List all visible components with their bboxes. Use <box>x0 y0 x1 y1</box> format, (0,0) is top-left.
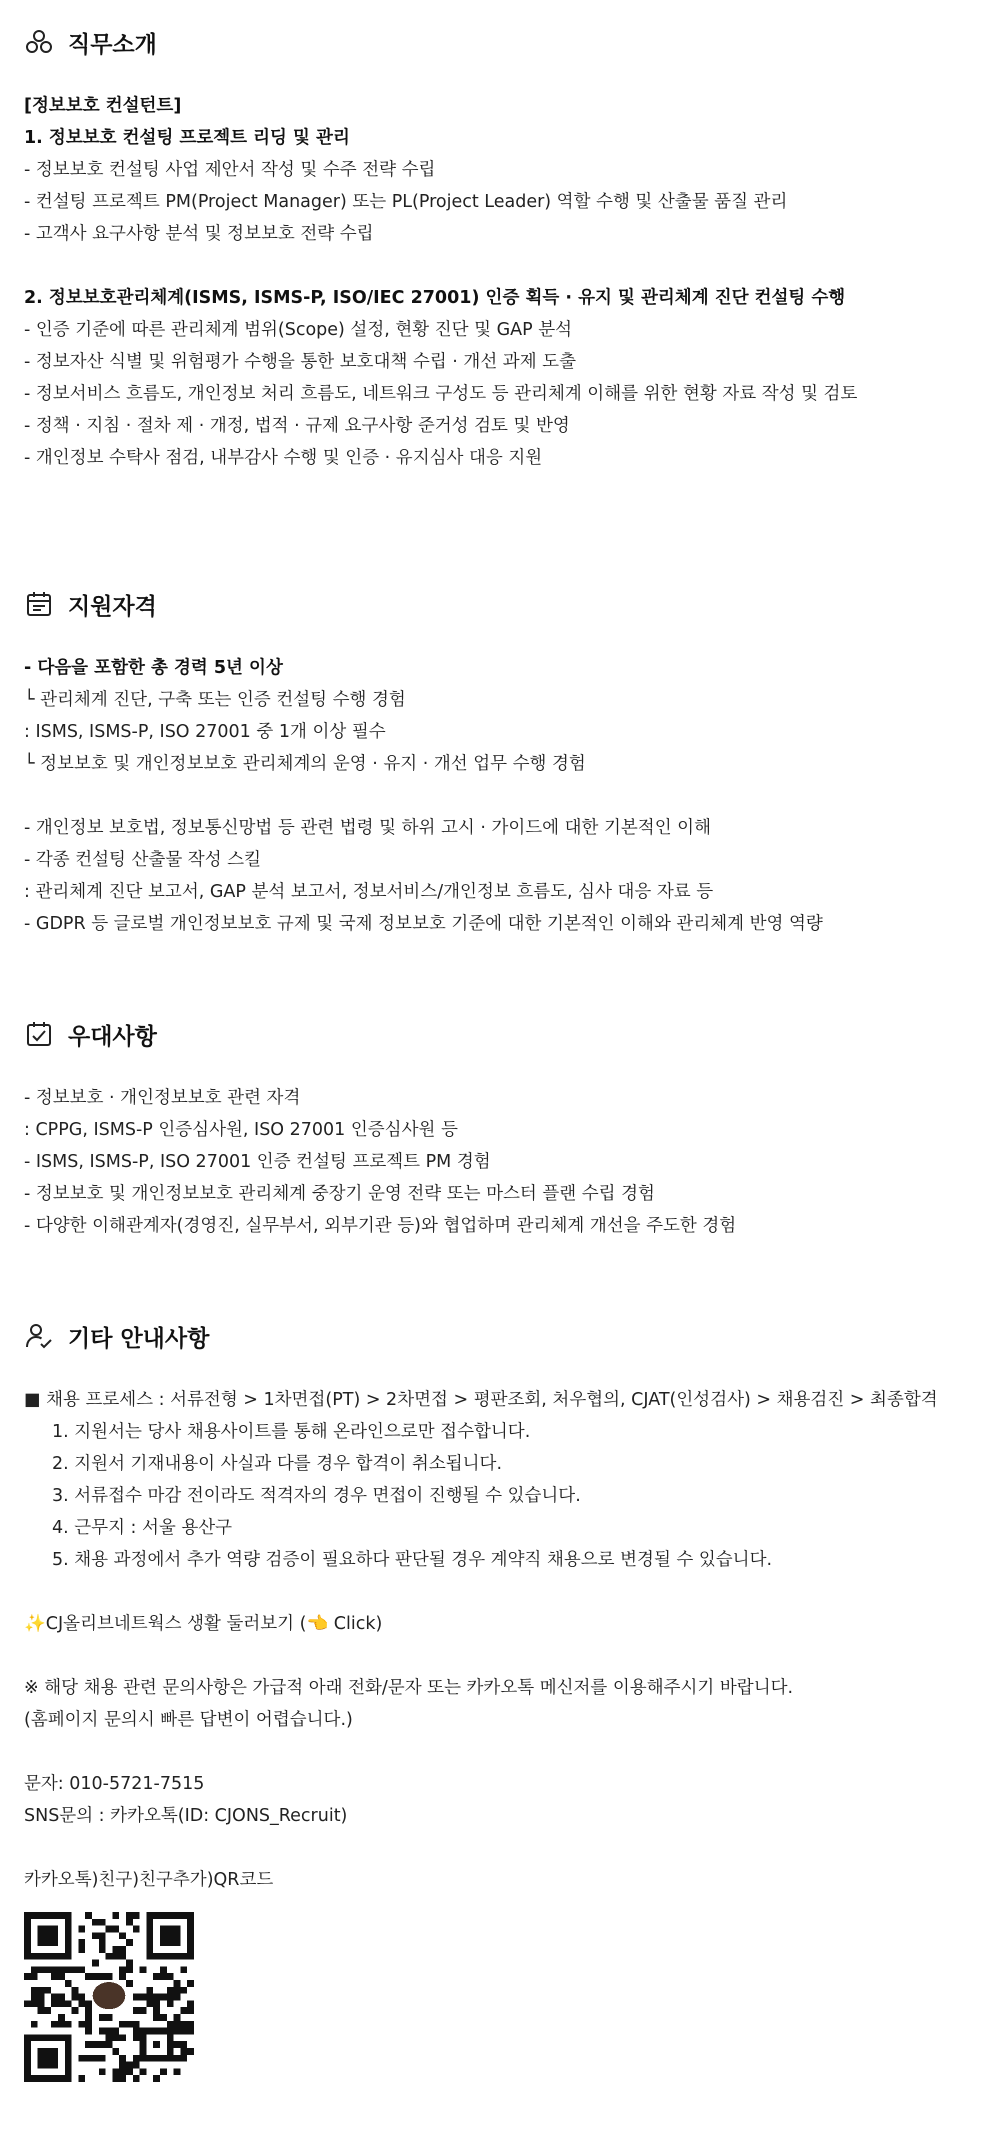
job-heading-1: 1. 정보보호 컨설팅 프로젝트 리딩 및 관리 <box>24 128 350 148</box>
section-title-preferred <box>24 1014 157 1054</box>
list-item: : ISMS, ISMS-P, ISO 27001 중 1개 이상 필수 <box>24 722 386 742</box>
inquiry-note: ※ 해당 채용 관련 문의사항은 가급적 아래 전화/문자 또는 카카오톡 메신저를 이용해주시기 바랍니다. <box>24 1678 794 1698</box>
calendar-icon <box>24 589 54 619</box>
list-item: - 개인정보 수탁사 점검, 내부감사 수행 및 인증 · 유지심사 대응 지원 <box>24 448 543 468</box>
list-item: - 컨설팅 프로젝트 PM(Project Manager) 또는 PL(Project Leader) 역할 수행 및 산출물 품질 관리 <box>24 192 788 212</box>
role-label: [정보보호 컨설턴트] <box>24 96 182 116</box>
list-item: - 정보보호 및 개인정보보호 관리체계 중장기 운영 전략 또는 마스터 플랜 수립 경험 <box>24 1184 655 1204</box>
qr-label: 카카오톡)친구)친구추가)QR코드 <box>24 1870 274 1890</box>
list-item: : 관리체계 진단 보고서, GAP 분석 보고서, 정보서비스/개인정보 흐름도, 심사 대응 자료 등 <box>24 882 714 902</box>
list-item: 3. 서류접수 마감 전이라도 적격자의 경우 면접이 진행될 수 있습니다. <box>52 1486 581 1506</box>
list-item: - 정책 · 지침 · 절차 제 · 개정, 법적 · 규제 요구사항 준거성 검토 및 반영 <box>24 416 570 436</box>
section-title-qualifications <box>24 584 157 624</box>
list-item: 2. 지원서 기재내용이 사실과 다를 경우 합격이 취소됩니다. <box>52 1454 503 1474</box>
list-item: - 개인정보 보호법, 정보통신망법 등 관련 법령 및 하위 고시 · 가이드에 대한 기본적인 이해 <box>24 818 711 838</box>
list-item: - 정보자산 식별 및 위험평가 수행을 통한 보호대책 수립 · 개선 과제 도출 <box>24 352 576 372</box>
list-item: - 정보보호 · 개인정보보호 관련 자격 <box>24 1088 301 1108</box>
section-title-text: 직무소개 <box>68 31 157 58</box>
sms-contact: 문자: 010-5721-7515 <box>24 1774 205 1794</box>
list-item: - 정보서비스 흐름도, 개인정보 처리 흐름도, 네트워크 구성도 등 관리체계 이해를 위한 현황 자료 작성 및 검토 <box>24 384 858 404</box>
list-item: - GDPR 등 글로벌 개인정보보호 규제 및 국제 정보보호 기준에 대한 기본적인 이해와 관리체계 반영 역량 <box>24 914 823 934</box>
list-item: └ 정보보호 및 개인정보보호 관리체계의 운영 · 유지 · 개선 업무 수행 경험 <box>24 754 586 774</box>
hiring-process: ■ 채용 프로세스 : 서류전형 > 1차면접(PT) > 2차면접 > 평판조회, 처우협의, CJAT(인성검사) > 채용검진 > 최종합격 <box>24 1390 938 1410</box>
list-item: 5. 채용 과정에서 추가 역량 검증이 필요하다 판단될 경우 계약직 채용으로 변경될 수 있습니다. <box>52 1550 773 1570</box>
kakao-talk-bubble-icon <box>93 1982 126 2009</box>
list-item: - 정보보호 컨설팅 사업 제안서 작성 및 수주 전략 수립 <box>24 160 436 180</box>
calendar-check-icon <box>24 1019 54 1049</box>
sns-contact: SNS문의 : 카카오톡(ID: CJONS_Recruit) <box>24 1806 348 1826</box>
list-item: - 인증 기준에 따른 관리체계 범위(Scope) 설정, 현황 진단 및 GAP 분석 <box>24 320 573 340</box>
section-title-etc <box>24 1316 209 1356</box>
list-item: 4. 근무지 : 서울 용산구 <box>52 1518 233 1538</box>
qual-heading: - 다음을 포함한 총 경력 5년 이상 <box>24 658 283 678</box>
person-check-icon <box>24 1321 54 1351</box>
kakao-qr-code[interactable] <box>24 1912 194 2082</box>
list-item: 1. 지원서는 당사 채용사이트를 통해 온라인으로만 접수합니다. <box>52 1422 531 1442</box>
people-outline-icon <box>24 27 54 57</box>
list-item: - 다양한 이해관계자(경영진, 실무부서, 외부기관 등)와 협업하며 관리체계 개선을 주도한 경험 <box>24 1216 737 1236</box>
section-title-text: 우대사항 <box>68 1023 157 1050</box>
list-item: └ 관리체계 진단, 구축 또는 인증 컨설팅 수행 경험 <box>24 690 406 710</box>
life-tour-link[interactable]: ✨CJ올리브네트웍스 생활 둘러보기 (👈 Click) <box>24 1614 383 1634</box>
list-item: - ISMS, ISMS-P, ISO 27001 인증 컨설팅 프로젝트 PM 경험 <box>24 1152 491 1172</box>
section-title-text: 기타 안내사항 <box>68 1325 210 1352</box>
inquiry-note: (홈페이지 문의시 빠른 답변이 어렵습니다.) <box>24 1710 353 1730</box>
section-title-job <box>24 22 157 62</box>
list-item: - 각종 컨설팅 산출물 작성 스킬 <box>24 850 261 870</box>
job-heading-2: 2. 정보보호관리체계(ISMS, ISMS-P, ISO/IEC 27001) 인증 획득 · 유지 및 관리체계 진단 컨설팅 수행 <box>24 288 846 308</box>
section-title-text: 지원자격 <box>68 593 157 620</box>
list-item: - 고객사 요구사항 분석 및 정보보호 전략 수립 <box>24 224 374 244</box>
list-item: : CPPG, ISMS-P 인증심사원, ISO 27001 인증심사원 등 <box>24 1120 458 1140</box>
